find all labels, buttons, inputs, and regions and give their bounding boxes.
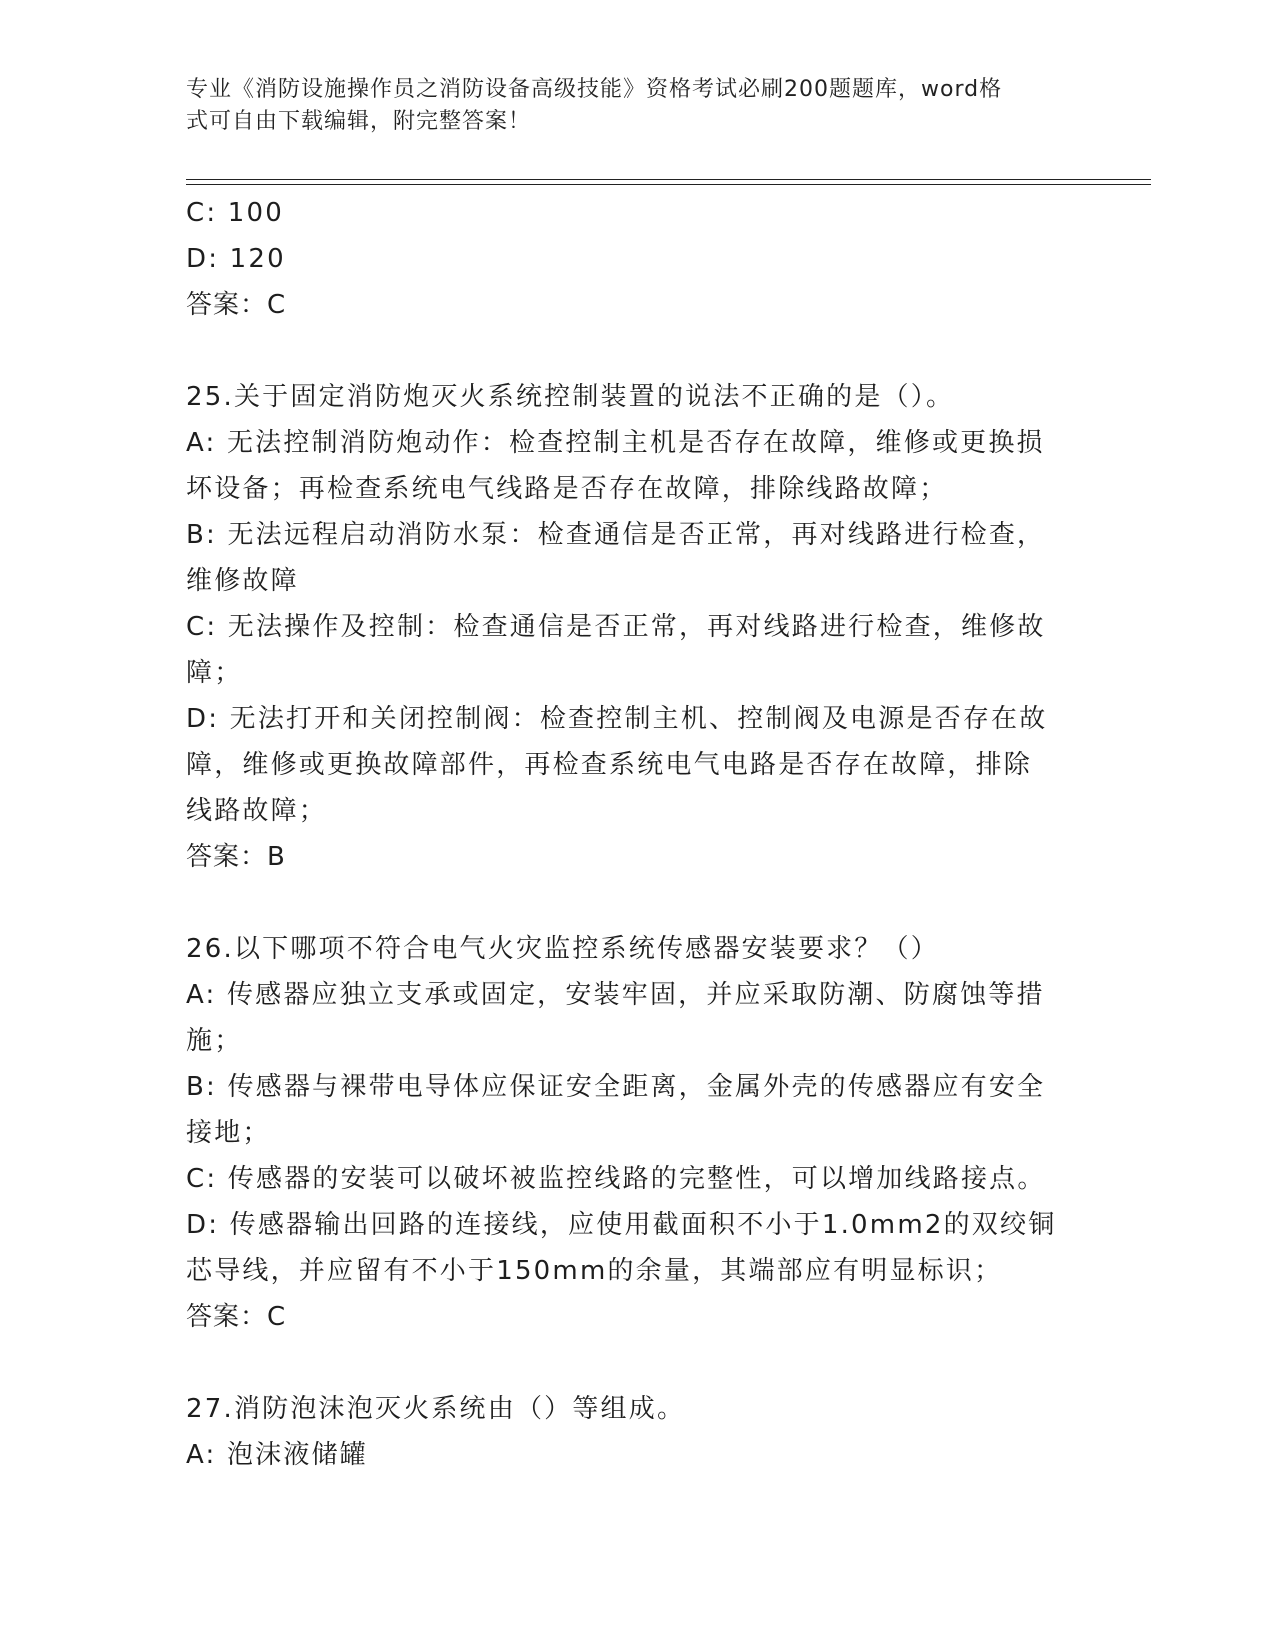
header-divider-bottom [186,184,1151,185]
option-a: A: 传感器应独立支承或固定，安装牢固，并应采取防潮、防腐蚀等措 [186,980,1045,1010]
question-27-block [186,1386,1086,1478]
option-b-cont: 接地； [186,1118,271,1148]
option-a-cont: 施； [186,1026,243,1056]
option-d: D: 无法打开和关闭控制阀：检查控制主机、控制阀及电源是否存在故 [186,704,1048,734]
spacer [186,880,1086,926]
answer-line: 答案：C [186,1302,287,1332]
option-b: B: 传感器与裸带电导体应保证安全距离，金属外壳的传感器应有安全 [186,1072,1046,1102]
header-line-2: 式可自由下载编辑，附完整答案！ [186,109,532,134]
option-c-cont: 障； [186,658,243,688]
answer-line: 答案：C [186,290,287,320]
question-26-block [186,926,1086,1340]
question-25-block [186,374,1086,880]
option-b-cont: 维修故障 [186,566,299,596]
option-c: C: 传感器的安装可以破坏被监控线路的完整性，可以增加线路接点。 [186,1164,1046,1194]
answer-line: 答案：B [186,842,286,872]
header-divider-top [186,179,1151,180]
option-d-cont: 芯导线，并应留有不小于150mm的余量，其端部应有明显标识； [186,1256,1003,1286]
option-c: C: 无法操作及控制：检查通信是否正常，再对线路进行检查，维修故 [186,612,1046,642]
option-d: D: 120 [186,244,286,274]
question-24-block [186,190,1086,328]
option-d-cont: 障，维修或更换故障部件，再检查系统电气电路是否存在故障，排除 [186,750,1033,780]
question-content [186,190,1086,1478]
option-a-cont: 坏设备；再检查系统电气线路是否存在故障，排除线路故障； [186,474,948,504]
option-c: C: 100 [186,198,285,228]
spacer [186,328,1086,374]
document-header [186,74,1066,138]
header-line-1: 专业《消防设施操作员之消防设备高级技能》资格考试必刷200题题库，word格 [186,77,1003,102]
question-stem: 27.消防泡沫泡灭火系统由（）等组成。 [186,1394,686,1424]
question-stem: 26.以下哪项不符合电气火灾监控系统传感器安装要求？（） [186,934,939,964]
option-b: B: 无法远程启动消防水泵：检查通信是否正常，再对线路进行检查， [186,520,1046,550]
spacer [186,1340,1086,1386]
question-stem: 25.关于固定消防炮灭火系统控制装置的说法不正确的是（）。 [186,382,955,412]
option-a: A: 泡沫液储罐 [186,1440,368,1470]
option-a: A: 无法控制消防炮动作：检查控制主机是否存在故障，维修或更换损 [186,428,1045,458]
option-d: D: 传感器输出回路的连接线，应使用截面积不小于1.0mm2的双绞铜 [186,1210,1057,1240]
option-d-cont-2: 线路故障； [186,796,328,826]
